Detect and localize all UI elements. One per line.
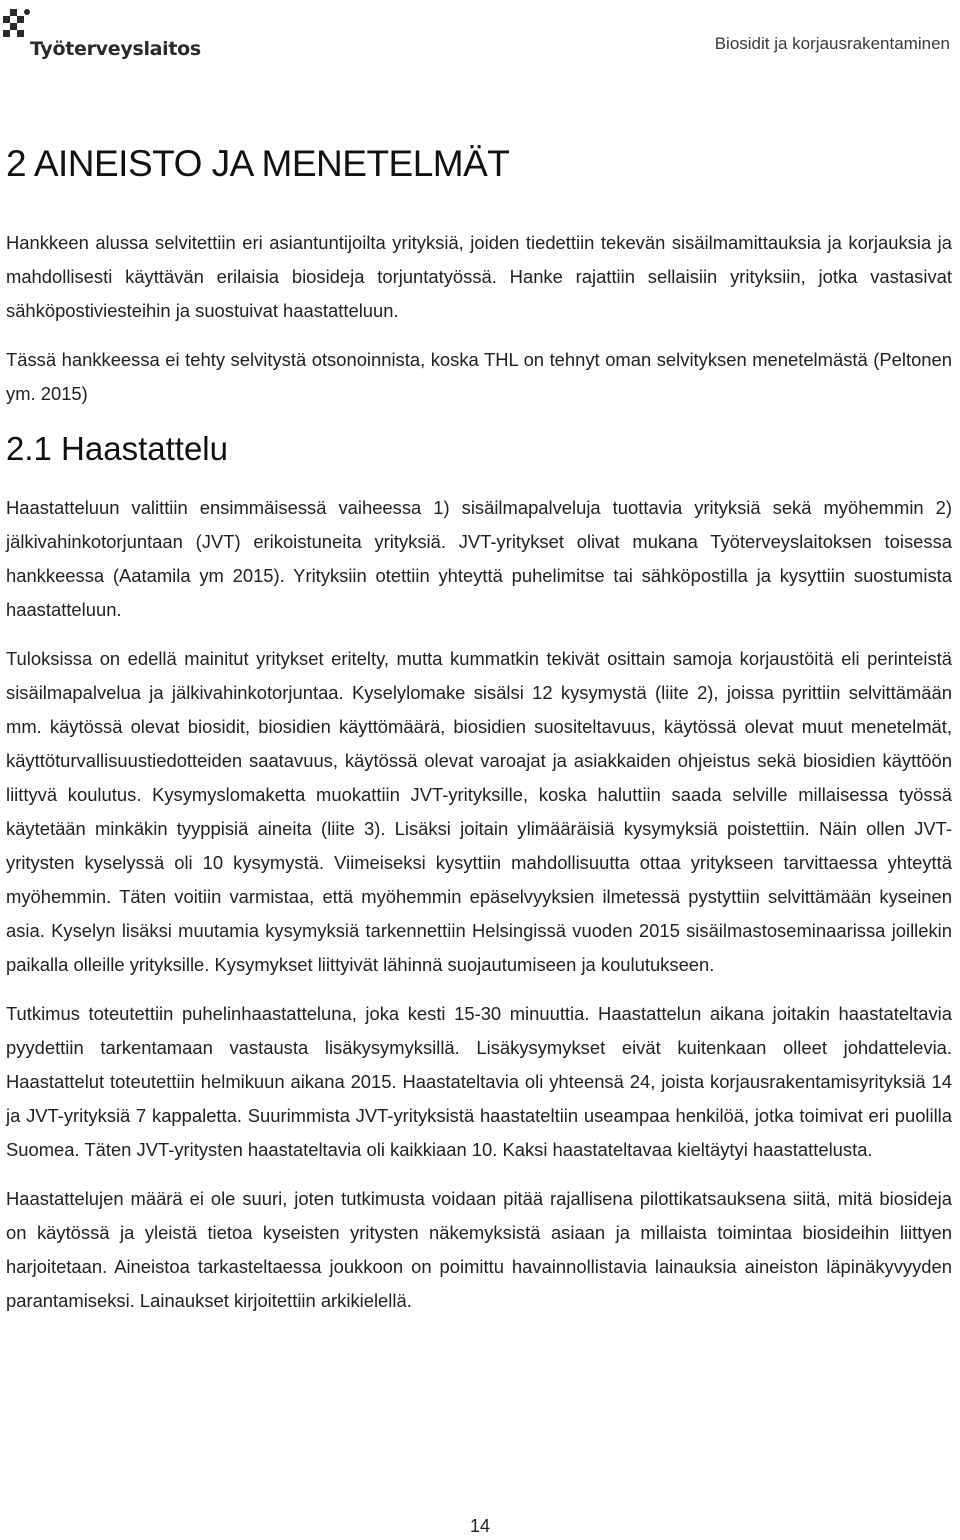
logo-text: Työterveyslaitos [30,38,201,60]
intro-paragraph-2: Tässä hankkeessa ei tehty selvitystä otsonoinnista, koska THL on tehnyt oman selvityksen menetelmästä (Peltonen ym. 2015) [6,349,952,404]
page-number: 14 [469,1516,491,1536]
tyoterveyslaitos-logo [2,8,201,60]
section-paragraph-4: Haastattelujen määrä ei ole suuri, joten tutkimusta voidaan pitää rajallisena pilottikatsauksena siitä, mitä biosideja on käytössä ja yleistä tietoa kyseisten yritysten näkemyksistä asiaan ja millaista toimintaa biosideihin liittyen harjoitetaan. Aineistoa tarkasteltaessa joukkoon on poimittu havainnollistavia lainauksia aineiston läpinäkyvyyden parantamiseksi. Lainaukset kirjoitettiin arkikielellä. [6,1188,952,1311]
logo-mark-icon [2,8,32,38]
chapter-intro [6,226,952,411]
section-paragraph-2: Tuloksissa on edellä mainitut yritykset eritelty, mutta kummatkin tekivät osittain samoja korjaustöitä eli perinteistä sisäilmapalvelua ja jälkivahinkotorjuntaa. Kyselylomake sisälsi 12 kysymystä (liite 2), joissa pyrittiin selvittämään mm. käytössä olevat biosidit, biosidien käyttömäärä, biosidien suositeltavuus, käytössä olevat muut menetelmät, käyttöturvallisuustiedotteiden saatavuus, käytössä olevat varoajat ja asiakkaiden ohjeistus sekä biosidien käyttöön liittyvä koulutus. Kysymyslomaketta muokattiin JVT-yrityksille, koska haluttiin saada selville millaisessa työssä käytetään minkäkin tyyppisiä aineita (liite 3). Lisäksi joitain ylimääräisiä kysymyksiä poistettiin. Näin ollen JVT-yritysten kyselyssä oli 10 kysymystä. Viimeiseksi kysyttiin mahdollisuutta ottaa yritykseen tarvittaessa yhteyttä myöhemmin. Täten voitiin varmistaa, että myöhemmin epäselvyyksien ilmetessä pystyttiin selvittämään kyseinen asia. Kyselyn lisäksi muutamia kysymyksiä tarkennettiin Helsingissä vuoden 2015 sisäilmastoseminaarissa joillekin paikalla olleille yrityksille. Kysymykset liittyivät lähinnä suojautumiseen ja koulutukseen. [6,648,952,975]
page-header [0,0,960,70]
page-content [6,142,952,1333]
section-title: 2.1 Haastattelu [6,430,228,467]
section-paragraph-1: Haastatteluun valittiin ensimmäisessä vaiheessa 1) sisäilmapalveluja tuottavia yrityksiä sekä myöhemmin 2) jälkivahinkotorjuntaan (JVT) erikoistuneita yrityksiä. JVT-yritykset olivat mukana Työterveyslaitoksen toisessa hankkeessa (Aatamila ym 2015). Yrityksiin otettiin yhteyttä puhelimitse tai sähköpostilla ja kysyttiin suostumista haastatteluun. [6,497,952,620]
section-paragraph-3: Tutkimus toteutettiin puhelinhaastatteluna, joka kesti 15-30 minuuttia. Haastattelun aikana joitakin haastateltavia pyydettiin tarkentamaan vastausta lisäkysymyksillä. Lisäkysymykset eivät kuitenkaan olleet johdattelevia. Haastattelut toteutettiin helmikuun aikana 2015. Haastateltavia oli yhteensä 24, joista korjausrakentamisyrityksiä 14 ja JVT-yrityksiä 7 kappaletta. Suurimmista JVT-yrityksistä haastateltiin useampaa henkilöä, jotka toimivat eri puolilla Suomea. Täten JVT-yritysten haastateltavia oli kaikkiaan 10. Kaksi haastateltavaa kieltäytyi haastattelusta. [6,1003,952,1160]
running-head: Biosidit ja korjausrakentaminen [714,34,950,53]
chapter-title: 2 AINEISTO JA MENETELMÄT [6,143,510,184]
intro-paragraph-1: Hankkeen alussa selvitettiin eri asiantuntijoilta yrityksiä, joiden tiedettiin tekevän sisäilmamittauksia ja korjauksia ja mahdollisesti käyttävän erilaisia biosideja torjuntatyössä. Hanke rajattiin sellaisiin yrityksiin, jotka vastasivat sähköpostiviesteihin ja suostuivat haastatteluun. [6,232,952,321]
